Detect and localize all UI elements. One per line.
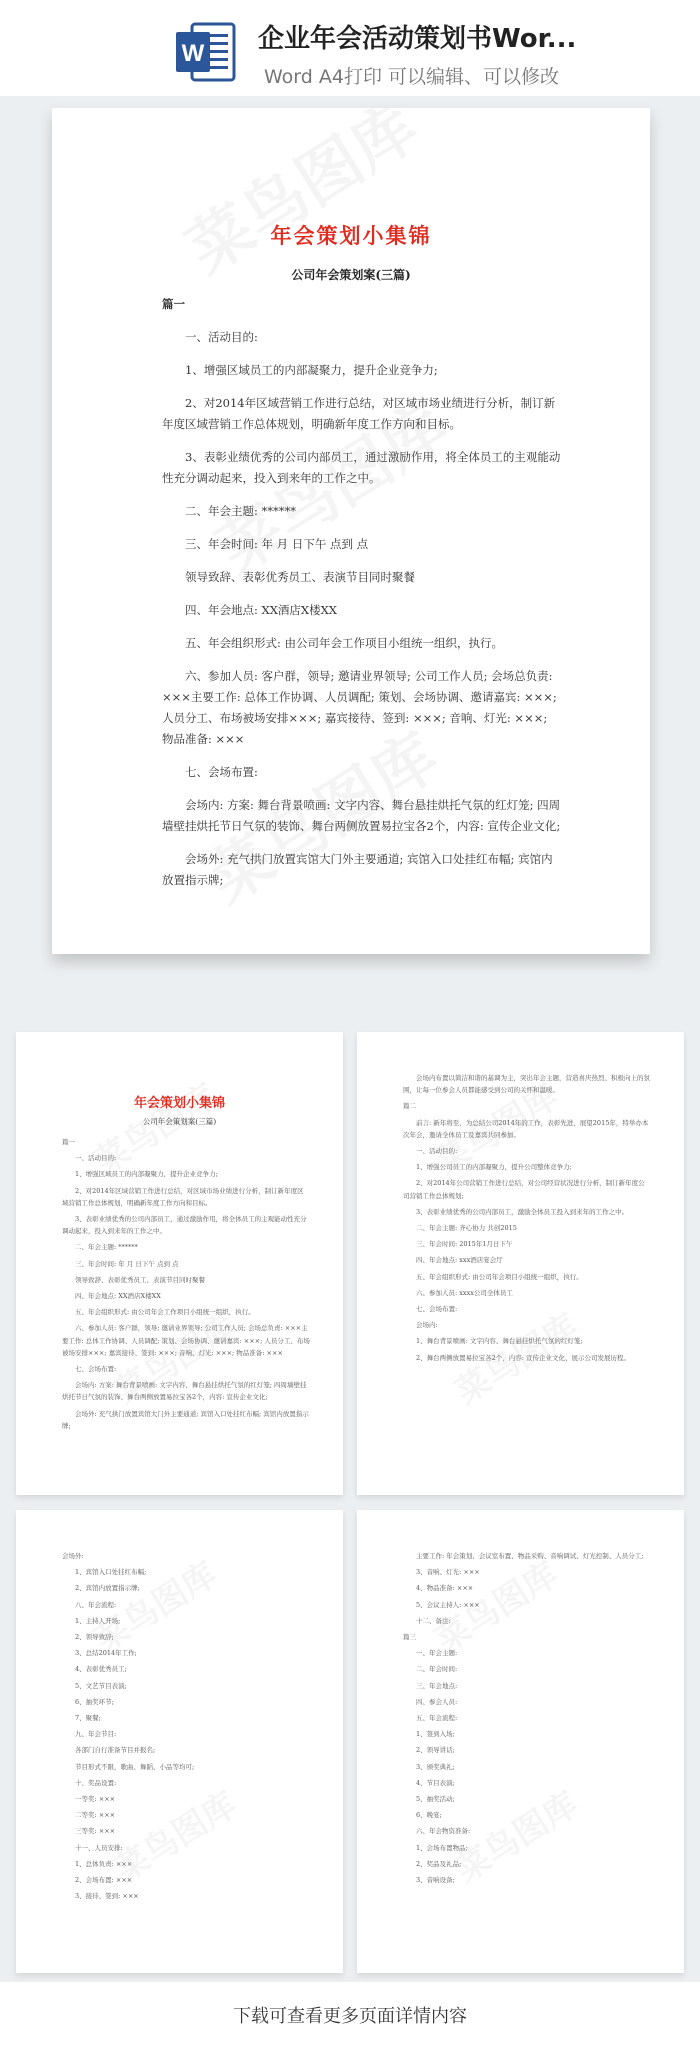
doc-paragraph: 领导致辞、表彰优秀员工、表演节目同时聚餐 xyxy=(185,570,415,584)
thumb-line: 三、年会地点: xyxy=(416,1681,458,1690)
page-thumbnail-4[interactable] xyxy=(357,1510,684,1973)
svg-text:W: W xyxy=(181,40,205,67)
thumb-line: 会场内: xyxy=(416,1321,438,1330)
thumb-line: 3、表彰业绩优秀的公司内部员工，激励全体员工投入到来年的工作之中。 xyxy=(416,1207,629,1216)
thumb-line: 主要工作: 年会策划、会议室布置、物品采购、音响调试、灯光控制、人员分工; xyxy=(416,1552,644,1560)
thumb-line: 八、年会流程: xyxy=(75,1600,117,1609)
page-thumbnail-3[interactable] xyxy=(16,1510,343,1973)
thumb-title: 年会策划小集锦 xyxy=(133,1096,225,1111)
thumb-line: 5、抽奖活动; xyxy=(416,1795,455,1804)
word-doc-icon xyxy=(174,20,238,84)
thumb-line: 四、年会地点: XX酒店X楼XX xyxy=(75,1292,161,1301)
page-thumbnail-2[interactable] xyxy=(357,1032,684,1495)
thumb-line: 领导致辞、表彰优秀员工、表演节目同时聚餐 xyxy=(75,1275,205,1284)
thumb-line: 篇三 xyxy=(403,1633,416,1642)
watermark xyxy=(167,108,433,291)
thumb-line: 七、会场布置: xyxy=(416,1305,458,1314)
thumb-line: 会场外: xyxy=(62,1552,84,1560)
doc-paragraph: 3、表彰业绩优秀的公司内部员工，通过激励作用，将全体员工的主观能动性充分调动起来，投入到来年的工作之中。 xyxy=(162,450,561,485)
thumb-line: 一、活动目的: xyxy=(75,1154,117,1163)
doc-paragraph: 会场内: 方案: 舞台背景喷画: 文字内容、舞台悬挂烘托气氛的红灯笼; 四周墙壁挂烘托节日气氛的装饰、舞台两侧放置易拉宝各2个，内容: 宣传企业文化; xyxy=(162,798,561,833)
thumb-line: 5、会议主持人: ××× xyxy=(416,1600,480,1609)
thumb-line: 1、会场布置物品; xyxy=(416,1843,468,1852)
doc-paragraph: 六、参加人员: 客户群，领导; 邀请业界领导; 公司工作人员; 会场总负责: ×××主要工作: 总体工作协调、人员调配; 策划、会场协调、邀请嘉宾: ×××; 人员分工、布场被场安排×××; 嘉宾接待、签到: ×××; 音响、灯光: ×××; 物品准备: ××× xyxy=(162,669,557,746)
thumb-line: 二、年会时间: xyxy=(416,1665,458,1674)
thumb-line: 4、节目表演; xyxy=(416,1778,455,1787)
doc-paragraph: 篇一 xyxy=(162,297,185,311)
doc-paragraph: 五、年会组织形式: 由公司年会工作项目小组统一组织，执行。 xyxy=(185,636,504,650)
thumb-line: 1、总体负责: ××× xyxy=(75,1859,133,1868)
thumb-line: 三、年会时间: 年 月 日下午 点到 点 xyxy=(75,1259,179,1268)
thumb-line: 各部门自行准备节目并报名; xyxy=(75,1746,156,1755)
page-thumbnail-1[interactable] xyxy=(16,1032,343,1495)
thumb-body xyxy=(62,1550,310,1906)
thumb-line: 一、活动目的: xyxy=(416,1147,458,1156)
doc-paragraph: 四、年会地点: XX酒店X楼XX xyxy=(185,603,337,617)
thumb-line: 3、音响、灯光: ××× xyxy=(416,1568,480,1577)
thumb-line: 五、年会组织形式: 由公司年会项目小组统一组织，执行。 xyxy=(416,1272,583,1281)
thumb-line: 篇二 xyxy=(403,1102,416,1111)
doc-paragraph: 七、会场布置: xyxy=(185,765,258,779)
doc-title: 年会策划小集锦 xyxy=(270,223,432,248)
thumb-line: 1、增强公司员工的内部凝聚力，提升公司整体竞争力; xyxy=(416,1163,572,1172)
doc-paragraph: 1、增强区域员工的内部凝聚力，提升企业竞争力; xyxy=(185,363,438,377)
thumb-line: 四、年会地点: xxx酒店宴会厅 xyxy=(416,1256,503,1265)
doc-subtitle: 公司年会策划案(三篇) xyxy=(291,268,411,282)
thumb-line: 4、表彰优秀员工; xyxy=(75,1665,127,1674)
thumb-line: 五、年会流程: xyxy=(416,1714,458,1723)
main-page-preview[interactable] xyxy=(52,108,650,954)
thumb-line: 5、文艺节目表演; xyxy=(75,1681,127,1690)
doc-paragraph: 一、活动目的: xyxy=(185,330,258,344)
thumb-line: 2、奖品及礼品; xyxy=(416,1859,462,1868)
thumb-line: 2、领导讲话; xyxy=(416,1746,455,1755)
thumb-line: 3、总结2014年工作; xyxy=(75,1649,137,1658)
thumb-line: 十、奖品设置: xyxy=(75,1778,117,1787)
header-bar xyxy=(0,0,700,96)
thumb-line: 九、年会节目: xyxy=(75,1730,117,1739)
doc-paragraph: 三、年会时间: 年 月 日下午 点到 点 xyxy=(185,537,369,551)
thumb-line: 四、参会人员: xyxy=(416,1697,458,1706)
thumb-line: 六、年会物资准备: xyxy=(416,1827,471,1836)
document-title: 企业年会活动策划书Wor... xyxy=(258,24,577,54)
thumb-line: 2、对2014年公司营销工作进行总结，对公司经营状况进行分析，制订新年度公司营销工作总体规划; xyxy=(403,1179,645,1200)
thumb-line: 3、音响设备; xyxy=(416,1876,455,1885)
doc-paragraph: 二、年会主题: ****** xyxy=(185,504,297,518)
thumb-line: 3、接待、签到: ××× xyxy=(75,1892,139,1901)
footer-bar xyxy=(0,1982,700,2046)
download-more-link[interactable]: 下载可查看更多页面详情内容 xyxy=(233,2006,467,2027)
thumb-line: 十一、人员安排: xyxy=(75,1843,123,1852)
thumb-body xyxy=(403,1550,651,1890)
document-format-subtitle: Word A4打印 可以编辑、可以修改 xyxy=(264,66,560,88)
thumb-line: 七、会场布置: xyxy=(75,1365,117,1374)
thumb-line: 三等奖: ××× xyxy=(75,1827,116,1836)
thumb-line: 六、参加人员: xxxx公司全体员工 xyxy=(416,1288,513,1297)
thumb-line: 二、年会主题: 齐心协力 共创2015 xyxy=(416,1224,517,1233)
thumb-line: 3、表彰业绩优秀的公司内部员工，通过激励作用，将全体员工的主观能动性充分调动起来，投入到来年的工作之中。 xyxy=(62,1215,307,1236)
thumb-line: 十二、备注: xyxy=(416,1616,451,1625)
thumb-line: 1、增强区域员工的内部凝聚力，提升企业竞争力; xyxy=(75,1170,218,1179)
thumb-line: 2、舞台两侧放置易拉宝各2个，内容: 宣传企业文化、展示公司发展历程。 xyxy=(416,1353,631,1362)
thumb-line: 前言: 新年将至，为总结公司2014年的工作，表彰先进，展望2015年，特举办本次年会，邀请全体员工及嘉宾共同参加。 xyxy=(403,1118,649,1139)
thumb-subtitle: 公司年会策划案(三篇) xyxy=(142,1117,217,1126)
thumb-body xyxy=(403,1072,651,1368)
thumb-line: 会场外: 充气拱门放置宾馆大门外主要通道; 宾馆入口处挂红布幅; 宾馆内放置指示牌; xyxy=(62,1409,309,1430)
thumb-line: 2、宾馆内放置指示牌; xyxy=(75,1584,140,1593)
thumb-line: 6、抽奖环节; xyxy=(75,1697,114,1706)
thumb-line: 6、晚宴; xyxy=(416,1811,442,1820)
thumb-line: 1、主持人开场; xyxy=(75,1616,121,1625)
thumb-line: 一等奖: ××× xyxy=(75,1795,116,1804)
thumb-line: 3、颁奖典礼; xyxy=(416,1762,455,1771)
thumb-line: 2、领导致辞; xyxy=(75,1633,114,1642)
thumb-line: 4、物品准备: ××× xyxy=(416,1584,474,1593)
thumb-line: 7、聚餐; xyxy=(75,1714,101,1723)
doc-body xyxy=(162,294,562,903)
thumb-line: 三、年会时间: 2015年1月日下午 xyxy=(416,1240,513,1249)
thumb-line: 五、年会组织形式: 由公司年会工作项目小组统一组织，执行。 xyxy=(75,1308,255,1317)
thumb-line: 2、对2014年区域营销工作进行总结，对区域市场业绩进行分析，制订新年度区域营销工作总体规划，明确新年度工作方向和目标。 xyxy=(62,1186,304,1207)
thumb-line: 二、年会主题: ****** xyxy=(75,1243,138,1252)
thumb-line: 2、会场布置: ××× xyxy=(75,1876,133,1885)
thumb-line: 六、参加人员: 客户群，领导; 邀请业界领导; 公司工作人员; 会场总负责: ×××主要工作: 总体工作协调、人员调配; 策划、会场协调、邀请嘉宾: ×××; 人员分工、布场被场安排×××; 嘉宾接待、签到: ×××; 音响、灯光: ×××; 物品准备: ××× xyxy=(62,1324,310,1357)
thumb-line: 会场内: 方案: 舞台背景喷画: 文字内容、舞台悬挂烘托气氛的红灯笼; 四周墙壁挂烘托节日气氛的装饰、舞台两侧放置易拉宝各2个，内容: 宣传企业文化; xyxy=(62,1381,307,1402)
thumb-line: 节目形式不限，歌曲、舞蹈、小品等均可; xyxy=(75,1762,195,1771)
doc-paragraph: 会场外: 充气拱门放置宾馆大门外主要通道; 宾馆入口处挂红布幅; 宾馆内放置指示牌; xyxy=(162,852,553,887)
thumb-line: 篇一 xyxy=(62,1138,75,1146)
thumb-line: 会场内布置以简洁和谐的基调为主，突出年会主题，营造喜庆热烈、积极向上的氛围，让每一位参会人员都能感受到公司的关怀和温暖。 xyxy=(403,1074,650,1095)
thumb-line: 1、舞台背景喷画: 文字内容、舞台悬挂烘托气氛的红灯笼; xyxy=(416,1337,583,1346)
thumb-line: 1、宾馆入口处挂红布幅; xyxy=(75,1568,147,1577)
thumb-line: 二等奖: ××× xyxy=(75,1811,116,1820)
doc-paragraph: 2、对2014年区域营销工作进行总结，对区域市场业绩进行分析，制订新年度区域营销工作总体规划，明确新年度工作方向和目标。 xyxy=(162,396,556,431)
thumb-line: 一、年会主题: xyxy=(416,1649,458,1658)
thumb-body xyxy=(62,1136,310,1436)
thumb-line: 1、签到入场; xyxy=(416,1730,455,1739)
